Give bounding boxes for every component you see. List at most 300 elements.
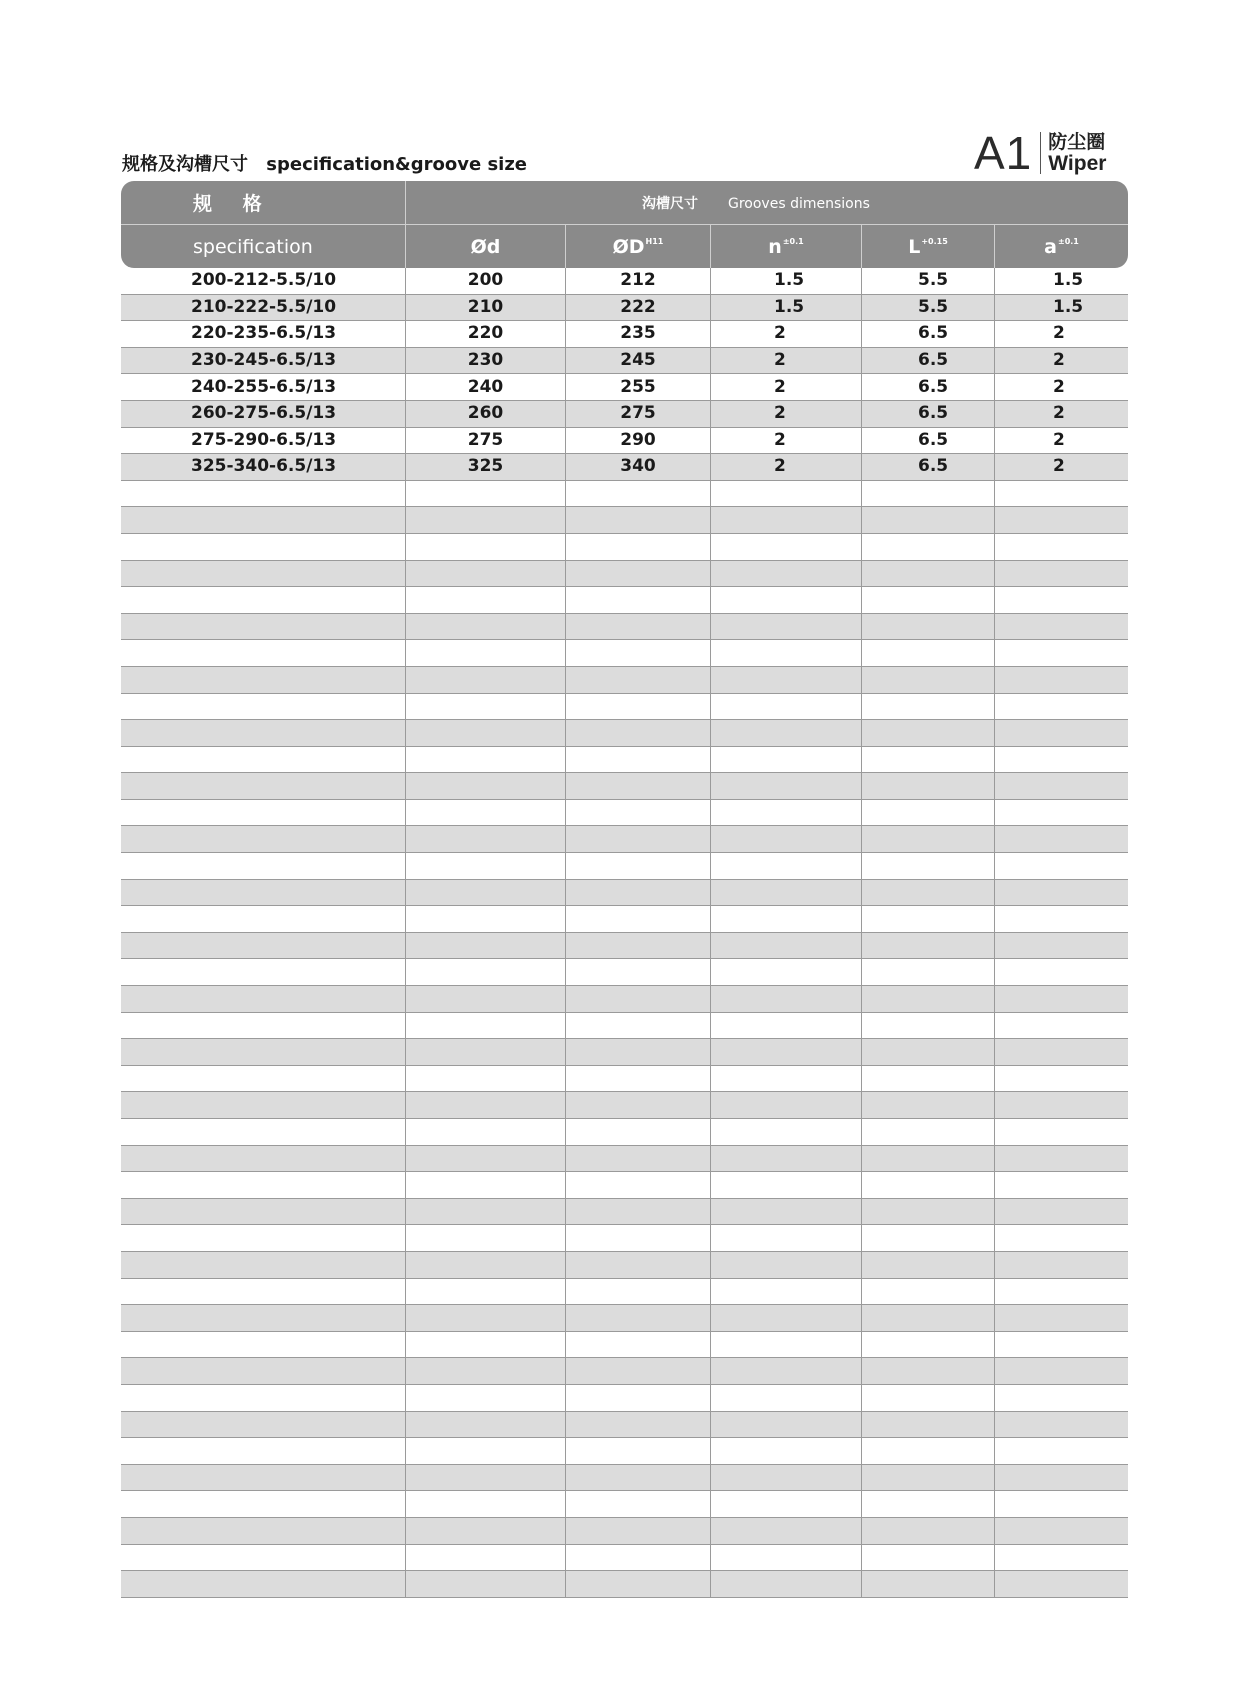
table-row: [121, 348, 1128, 375]
table-cell: [994, 1199, 1128, 1226]
table-cell: [861, 1225, 994, 1252]
table-cell: [121, 1172, 405, 1199]
table-cell: [405, 1545, 565, 1572]
table-cell: 240-255-6.5/13: [121, 374, 405, 401]
table-cell: [565, 1039, 710, 1066]
table-cell: [565, 880, 710, 907]
table-cell: [861, 1465, 994, 1492]
product-names: [1048, 132, 1106, 174]
empty-table-row: [121, 773, 1128, 800]
table-row: [121, 268, 1128, 295]
table-cell: [994, 1465, 1128, 1492]
table-cell: [710, 1199, 861, 1226]
table-cell: [994, 1571, 1128, 1598]
table-cell: [405, 1305, 565, 1332]
table-cell: [994, 614, 1128, 641]
table-cell: [121, 986, 405, 1013]
table-cell: [121, 1252, 405, 1279]
table-cell: [861, 640, 994, 667]
table-cell: [994, 853, 1128, 880]
table-cell: [994, 640, 1128, 667]
table-cell: [565, 826, 710, 853]
table-cell: [405, 1039, 565, 1066]
table-cell: [861, 933, 994, 960]
table-cell: [861, 507, 994, 534]
table-cell: 325: [405, 454, 565, 481]
table-cell: [565, 1332, 710, 1359]
table-cell: [405, 587, 565, 614]
table-cell: [565, 1252, 710, 1279]
table-cell: [994, 1438, 1128, 1465]
grooves-header: [405, 181, 1128, 225]
table-cell: [405, 933, 565, 960]
table-cell: [861, 1545, 994, 1572]
table-cell: [405, 1252, 565, 1279]
table-cell: [121, 1199, 405, 1226]
table-cell: 2: [994, 428, 1128, 455]
table-cell: [861, 1491, 994, 1518]
table-cell: [405, 667, 565, 694]
table-cell: [710, 1066, 861, 1093]
table-cell: [405, 1279, 565, 1306]
empty-table-row: [121, 1066, 1128, 1093]
table-cell: [121, 826, 405, 853]
table-cell: [565, 1438, 710, 1465]
empty-table-row: [121, 1545, 1128, 1572]
table-cell: [994, 747, 1128, 774]
table-cell: [994, 587, 1128, 614]
empty-table-row: [121, 561, 1128, 588]
table-cell: 255: [565, 374, 710, 401]
empty-table-row: [121, 1358, 1128, 1385]
table-cell: [121, 561, 405, 588]
table-cell: [710, 1252, 861, 1279]
column-header-3: $n^{\pm 0.1}$: [710, 225, 861, 268]
table-cell: [565, 933, 710, 960]
spec-table: [121, 181, 1128, 1598]
table-row: [121, 374, 1128, 401]
table-cell: [710, 773, 861, 800]
table-cell: [710, 507, 861, 534]
table-cell: [710, 694, 861, 721]
table-cell: [405, 1438, 565, 1465]
column-header-1: Ød: [405, 225, 565, 268]
table-cell: [121, 1092, 405, 1119]
table-cell: [565, 1199, 710, 1226]
table-cell: 260-275-6.5/13: [121, 401, 405, 428]
table-cell: 6.5: [861, 321, 994, 348]
product-code: A1: [974, 127, 1033, 179]
table-cell: [861, 667, 994, 694]
table-cell: [405, 507, 565, 534]
table-cell: [565, 587, 710, 614]
table-cell: [994, 1332, 1128, 1359]
empty-table-row: [121, 1039, 1128, 1066]
table-cell: [710, 933, 861, 960]
empty-table-row: [121, 1225, 1128, 1252]
table-cell: 200-212-5.5/10: [121, 268, 405, 295]
table-cell: [405, 800, 565, 827]
table-cell: [710, 1518, 861, 1545]
table-cell: [861, 1013, 994, 1040]
table-cell: [405, 880, 565, 907]
table-cell: [994, 1172, 1128, 1199]
table-cell: [994, 1545, 1128, 1572]
table-cell: 2: [710, 401, 861, 428]
table-cell: [994, 534, 1128, 561]
empty-table-row: [121, 1332, 1128, 1359]
table-cell: 1.5: [994, 268, 1128, 295]
table-cell: [710, 720, 861, 747]
table-cell: [710, 1491, 861, 1518]
table-cell: [861, 1412, 994, 1439]
table-cell: [710, 1385, 861, 1412]
table-cell: [405, 1172, 565, 1199]
table-cell: 260: [405, 401, 565, 428]
spec-header-zh: 规 格: [121, 181, 405, 225]
empty-table-row: [121, 1305, 1128, 1332]
table-cell: 210: [405, 295, 565, 322]
table-cell: [994, 880, 1128, 907]
table-cell: 230: [405, 348, 565, 375]
product-badge: [974, 127, 1107, 179]
table-cell: [565, 507, 710, 534]
table-cell: [405, 853, 565, 880]
table-cell: 2: [710, 348, 861, 375]
empty-table-row: [121, 986, 1128, 1013]
table-cell: [994, 1146, 1128, 1173]
table-cell: 6.5: [861, 374, 994, 401]
table-cell: [121, 534, 405, 561]
table-cell: [405, 694, 565, 721]
table-cell: [405, 1571, 565, 1598]
table-cell: [994, 507, 1128, 534]
table-cell: [565, 1279, 710, 1306]
table-cell: [994, 481, 1128, 508]
table-cell: [121, 959, 405, 986]
table-cell: [710, 1092, 861, 1119]
empty-table-row: [121, 1252, 1128, 1279]
table-cell: 1.5: [994, 295, 1128, 322]
table-cell: [565, 1571, 710, 1598]
table-cell: [405, 561, 565, 588]
table-cell: 275: [565, 401, 710, 428]
table-cell: 275-290-6.5/13: [121, 428, 405, 455]
table-cell: 2: [994, 454, 1128, 481]
empty-table-row: [121, 880, 1128, 907]
table-cell: [994, 1491, 1128, 1518]
table-cell: [861, 1119, 994, 1146]
table-cell: [121, 1385, 405, 1412]
table-cell: [994, 561, 1128, 588]
table-cell: [121, 906, 405, 933]
table-cell: [861, 694, 994, 721]
table-cell: [405, 720, 565, 747]
table-cell: [994, 694, 1128, 721]
table-cell: [710, 853, 861, 880]
table-cell: [994, 1039, 1128, 1066]
table-cell: [994, 1279, 1128, 1306]
table-cell: [994, 906, 1128, 933]
table-cell: [121, 587, 405, 614]
table-cell: [994, 959, 1128, 986]
table-cell: [861, 906, 994, 933]
table-cell: [565, 1092, 710, 1119]
table-cell: 5.5: [861, 268, 994, 295]
table-cell: [121, 614, 405, 641]
table-cell: 5.5: [861, 295, 994, 322]
table-cell: [121, 1279, 405, 1306]
empty-table-row: [121, 507, 1128, 534]
table-cell: [565, 1491, 710, 1518]
table-cell: [861, 1092, 994, 1119]
empty-table-row: [121, 800, 1128, 827]
table-cell: [994, 667, 1128, 694]
table-header: [121, 181, 1128, 268]
table-row: [121, 295, 1128, 322]
empty-table-row: [121, 1385, 1128, 1412]
table-cell: [994, 933, 1128, 960]
table-cell: [405, 1119, 565, 1146]
table-cell: [861, 1199, 994, 1226]
table-cell: [565, 986, 710, 1013]
badge-divider: [1040, 132, 1041, 174]
table-cell: [994, 1358, 1128, 1385]
table-cell: [710, 1225, 861, 1252]
table-cell: [710, 1305, 861, 1332]
table-cell: [565, 959, 710, 986]
table-cell: 6.5: [861, 348, 994, 375]
heading-zh: 规格及沟槽尺寸: [122, 154, 248, 175]
table-cell: [405, 906, 565, 933]
page-heading: [122, 150, 527, 176]
table-cell: [405, 959, 565, 986]
table-cell: [710, 1545, 861, 1572]
empty-table-row: [121, 1146, 1128, 1173]
table-cell: 6.5: [861, 428, 994, 455]
table-cell: [861, 1358, 994, 1385]
table-cell: [861, 587, 994, 614]
empty-table-row: [121, 481, 1128, 508]
empty-table-row: [121, 906, 1128, 933]
table-cell: [710, 1119, 861, 1146]
table-cell: [565, 481, 710, 508]
empty-table-row: [121, 959, 1128, 986]
table-cell: [861, 959, 994, 986]
table-cell: [861, 481, 994, 508]
product-name-zh: 防尘圈: [1048, 131, 1106, 153]
table-cell: [565, 1385, 710, 1412]
table-cell: [121, 1518, 405, 1545]
table-cell: [405, 1146, 565, 1173]
table-cell: [121, 640, 405, 667]
table-cell: [565, 561, 710, 588]
table-cell: [994, 720, 1128, 747]
table-row: [121, 321, 1128, 348]
spec-header-en: specification: [121, 225, 405, 268]
grooves-header-zh: 沟槽尺寸: [642, 195, 698, 212]
table-cell: [861, 1385, 994, 1412]
empty-table-row: [121, 1199, 1128, 1226]
table-cell: [565, 1545, 710, 1572]
table-cell: [565, 1358, 710, 1385]
table-cell: [861, 800, 994, 827]
table-cell: [710, 1172, 861, 1199]
table-cell: [565, 1119, 710, 1146]
table-cell: [861, 747, 994, 774]
table-cell: 240: [405, 374, 565, 401]
empty-table-row: [121, 694, 1128, 721]
table-cell: [710, 1332, 861, 1359]
table-cell: [565, 1412, 710, 1439]
table-cell: [121, 1039, 405, 1066]
table-cell: [121, 720, 405, 747]
table-row: [121, 401, 1128, 428]
table-cell: [710, 986, 861, 1013]
table-cell: [861, 1172, 994, 1199]
table-cell: [994, 1412, 1128, 1439]
table-cell: [565, 1172, 710, 1199]
table-cell: [405, 826, 565, 853]
table-cell: [121, 667, 405, 694]
table-cell: [861, 561, 994, 588]
table-cell: [710, 534, 861, 561]
table-cell: [861, 1252, 994, 1279]
table-cell: [861, 1146, 994, 1173]
table-cell: [565, 534, 710, 561]
table-cell: [710, 880, 861, 907]
table-cell: [861, 773, 994, 800]
table-cell: [405, 773, 565, 800]
table-cell: [405, 747, 565, 774]
table-cell: [861, 826, 994, 853]
table-cell: [121, 1146, 405, 1173]
table-cell: [994, 1518, 1128, 1545]
column-header-5: $a^{\pm 0.1}$: [994, 225, 1128, 268]
table-cell: [405, 534, 565, 561]
table-cell: [405, 1013, 565, 1040]
table-cell: [861, 720, 994, 747]
table-cell: [121, 933, 405, 960]
table-cell: [861, 1039, 994, 1066]
table-cell: 325-340-6.5/13: [121, 454, 405, 481]
table-cell: [710, 667, 861, 694]
table-cell: [861, 1066, 994, 1093]
table-cell: [121, 1545, 405, 1572]
table-cell: [121, 1491, 405, 1518]
table-cell: [405, 1092, 565, 1119]
table-cell: [405, 640, 565, 667]
table-cell: [121, 1066, 405, 1093]
table-cell: [121, 1571, 405, 1598]
table-cell: 2: [994, 321, 1128, 348]
table-cell: [994, 826, 1128, 853]
table-cell: [121, 1225, 405, 1252]
table-cell: [565, 773, 710, 800]
empty-table-row: [121, 1412, 1128, 1439]
table-cell: [710, 587, 861, 614]
grooves-header-en: Grooves dimensions: [728, 195, 870, 212]
table-cell: [565, 853, 710, 880]
table-cell: [121, 800, 405, 827]
table-cell: [565, 800, 710, 827]
table-cell: [565, 720, 710, 747]
table-cell: 220: [405, 321, 565, 348]
empty-table-row: [121, 1465, 1128, 1492]
table-cell: [405, 1225, 565, 1252]
table-cell: [565, 747, 710, 774]
table-cell: [121, 880, 405, 907]
empty-table-row: [121, 853, 1128, 880]
table-cell: [994, 773, 1128, 800]
table-cell: 245: [565, 348, 710, 375]
empty-table-row: [121, 1571, 1128, 1598]
table-cell: [710, 1358, 861, 1385]
column-header-4: $L^{+0.15}$: [861, 225, 994, 268]
empty-table-row: [121, 1491, 1128, 1518]
table-cell: 2: [710, 374, 861, 401]
table-cell: [710, 614, 861, 641]
table-cell: [994, 1252, 1128, 1279]
empty-table-row: [121, 933, 1128, 960]
table-cell: [861, 1518, 994, 1545]
table-cell: [710, 800, 861, 827]
table-cell: [405, 986, 565, 1013]
table-cell: [710, 1013, 861, 1040]
table-cell: [710, 640, 861, 667]
empty-table-row: [121, 747, 1128, 774]
table-cell: 200: [405, 268, 565, 295]
table-cell: [710, 1438, 861, 1465]
table-cell: [565, 1465, 710, 1492]
empty-table-row: [121, 1438, 1128, 1465]
table-cell: [710, 1465, 861, 1492]
table-cell: [121, 1465, 405, 1492]
table-cell: [565, 1066, 710, 1093]
product-name-en: Wiper: [1048, 152, 1107, 175]
table-cell: [994, 1066, 1128, 1093]
table-cell: [710, 1279, 861, 1306]
empty-table-row: [121, 667, 1128, 694]
table-cell: 6.5: [861, 401, 994, 428]
empty-table-row: [121, 614, 1128, 641]
table-row: [121, 428, 1128, 455]
table-cell: 275: [405, 428, 565, 455]
table-cell: [994, 1225, 1128, 1252]
table-cell: [121, 1358, 405, 1385]
table-cell: [710, 1146, 861, 1173]
empty-table-row: [121, 534, 1128, 561]
table-cell: 2: [994, 374, 1128, 401]
empty-table-row: [121, 1172, 1128, 1199]
table-cell: [710, 1412, 861, 1439]
empty-table-row: [121, 1518, 1128, 1545]
table-cell: [565, 1225, 710, 1252]
table-cell: 1.5: [710, 268, 861, 295]
empty-table-row: [121, 1279, 1128, 1306]
table-cell: [861, 1279, 994, 1306]
table-cell: [861, 986, 994, 1013]
table-cell: [121, 747, 405, 774]
table-cell: [710, 1571, 861, 1598]
table-cell: [861, 614, 994, 641]
table-cell: [405, 1066, 565, 1093]
table-cell: [405, 1412, 565, 1439]
table-cell: [565, 667, 710, 694]
table-cell: 2: [710, 321, 861, 348]
table-cell: [405, 1465, 565, 1492]
table-cell: [405, 1358, 565, 1385]
